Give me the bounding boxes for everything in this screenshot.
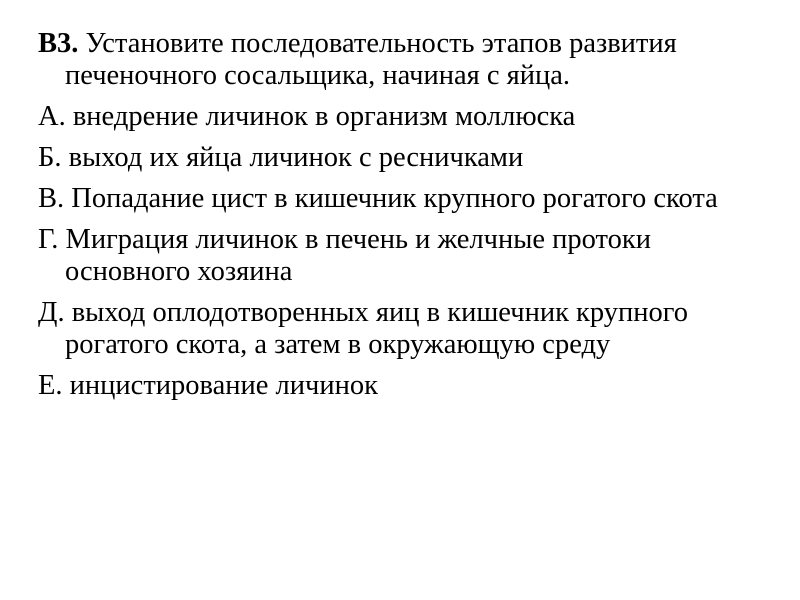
option-d: Д. выход оплодотворенных яиц в кишечник крупного рогатого скота, а затем в окружающую среду (38, 297, 689, 360)
task-statement (38, 28, 758, 92)
task-number: В3. (38, 28, 79, 59)
option-e: Е. инцистирование личинок (38, 370, 378, 401)
option-b: Б. выход их яйца личинок с ресничками (38, 142, 524, 173)
task-text: Установите последовательность этапов развития печеночного сосальщика, начиная с яйца. (65, 28, 677, 91)
option-g: Г. Миграция личинок в печень и желчные протоки основного хозяина (38, 224, 651, 287)
option-a: А. внедрение личинок в организм моллюска (38, 101, 576, 132)
slide-content (38, 28, 758, 411)
option-v: В. Попадание цист в кишечник крупного рогатого скота (38, 183, 718, 214)
